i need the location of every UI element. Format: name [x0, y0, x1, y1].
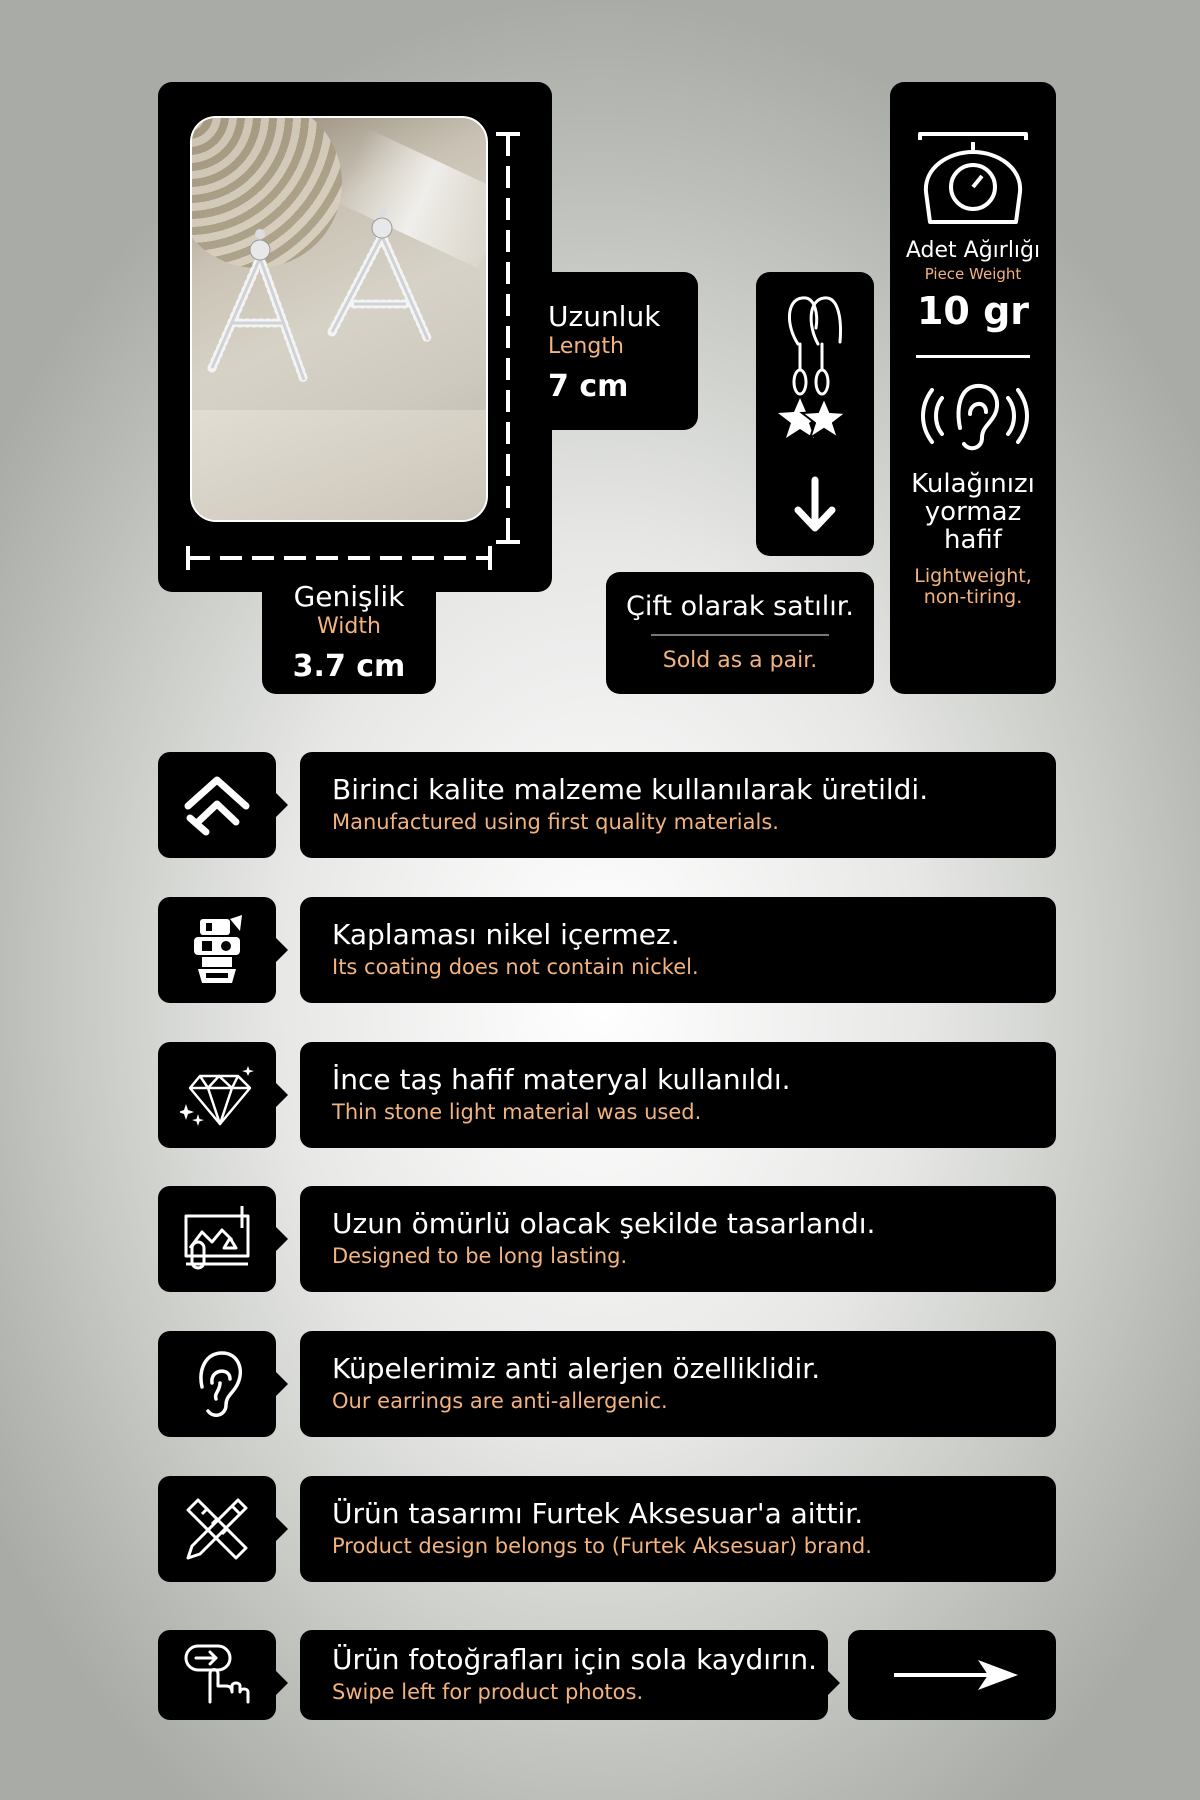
- feature-text-tr: Kaplaması nikel içermez.: [332, 918, 680, 951]
- width-info: [262, 580, 436, 694]
- feature-icon-box: [158, 1042, 276, 1148]
- feature-row: [300, 752, 1056, 858]
- pencil-ruler-icon: [180, 1492, 254, 1566]
- length-label-tr: Uzunluk: [548, 300, 661, 333]
- lightweight-text-en: Lightweight, non-tiring.: [914, 565, 1032, 608]
- feature-icon-box: [158, 752, 276, 858]
- feature-text-tr: Birinci kalite malzeme kullanılarak üretildi.: [332, 773, 929, 806]
- design-board-icon: [180, 1202, 254, 1276]
- earring-pair-image: [192, 118, 488, 522]
- product-photo: [190, 116, 488, 522]
- width-label-en: Width: [317, 614, 381, 639]
- arrow-down-icon: [756, 468, 874, 548]
- swipe-instruction-row: [300, 1630, 828, 1720]
- feature-text-en: Our earrings are anti-allergenic.: [332, 1389, 668, 1413]
- feature-row: [300, 897, 1056, 1003]
- feature-icon-box: [158, 1630, 276, 1720]
- swipe-text-tr: Ürün fotoğrafları için sola kaydırın.: [332, 1643, 818, 1676]
- weight-value: 10 gr: [916, 289, 1030, 333]
- feature-text-en: Designed to be long lasting.: [332, 1244, 628, 1268]
- coating-icon: [180, 913, 254, 987]
- feature-text-tr: İnce taş hafif materyal kullanıldı.: [332, 1063, 791, 1096]
- swipe-text-en: Swipe left for product photos.: [332, 1680, 644, 1704]
- length-label-en: Length: [548, 334, 624, 359]
- lightweight-text-tr: Kulağınızı yormaz hafif: [911, 469, 1035, 555]
- product-photo-panel: [158, 82, 552, 592]
- feature-text-tr: Ürün tasarımı Furtek Aksesuar'a aittir.: [332, 1497, 864, 1530]
- feature-row: [300, 1476, 1056, 1582]
- width-dimension-line: [188, 556, 490, 560]
- pair-earrings-panel: [756, 272, 874, 556]
- feature-row: [300, 1331, 1056, 1437]
- feature-text-tr: Küpelerimiz anti alerjen özelliklidir.: [332, 1352, 821, 1385]
- feature-text-tr: Uzun ömürlü olacak şekilde tasarlandı.: [332, 1207, 876, 1240]
- pair-text-tr: Çift olarak satılır.: [626, 591, 854, 622]
- feature-row: [300, 1186, 1056, 1292]
- feature-icon-box: [158, 1476, 276, 1582]
- weight-label-en: Piece Weight: [924, 265, 1022, 283]
- length-value: 7 cm: [548, 369, 629, 404]
- sold-as-pair-info: [606, 572, 874, 694]
- feature-text-en: Its coating does not contain nickel.: [332, 955, 699, 979]
- pair-text-en: Sold as a pair.: [662, 648, 818, 673]
- scale-icon: [890, 82, 1056, 242]
- feature-icon-box: [158, 897, 276, 1003]
- feature-text-en: Product design belongs to (Furtek Aksesuar) brand.: [332, 1534, 872, 1558]
- length-info: [540, 272, 698, 430]
- diamond-icon: [180, 1058, 254, 1132]
- weight-label-tr: Adet Ağırlığı: [905, 238, 1041, 263]
- feature-row: [300, 1042, 1056, 1148]
- quality-icon: [180, 768, 254, 842]
- feature-text-en: Thin stone light material was used.: [332, 1100, 702, 1124]
- width-label-tr: Genişlik: [293, 580, 405, 613]
- weight-info-panel: [890, 82, 1056, 694]
- arrow-right-icon: [848, 1630, 1056, 1720]
- feature-text-en: Manufactured using first quality materials.: [332, 810, 779, 834]
- width-value: 3.7 cm: [292, 649, 406, 684]
- ear-icon: [180, 1347, 254, 1421]
- feature-icon-box: [158, 1186, 276, 1292]
- ear-sound-icon: [890, 358, 1056, 458]
- feature-icon-box: [158, 1331, 276, 1437]
- next-photo-arrow-button[interactable]: [848, 1630, 1056, 1720]
- length-dimension-line: [506, 134, 510, 544]
- swipe-hand-icon: [180, 1638, 254, 1712]
